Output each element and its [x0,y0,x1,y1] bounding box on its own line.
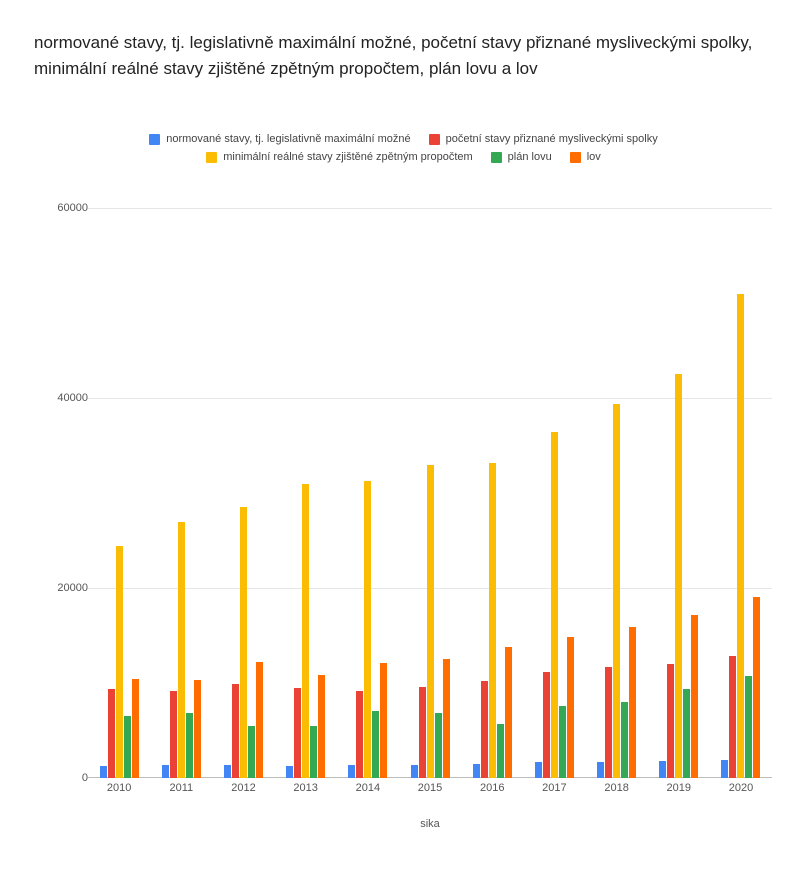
bar[interactable] [497,724,504,778]
bar-group [399,208,461,778]
bar[interactable] [348,765,355,778]
bar[interactable] [256,662,263,778]
bar[interactable] [551,432,558,778]
legend-label-0: normované stavy, tj. legislativně maximální možné [166,133,411,145]
bar[interactable] [629,627,636,778]
bar[interactable] [310,726,317,778]
bar[interactable] [302,484,309,779]
bar[interactable] [380,663,387,778]
legend-swatch-icon-4 [570,152,581,163]
bar[interactable] [240,507,247,778]
x-axis-tick-label: 2019 [666,782,692,794]
x-axis-tick-label: 2010 [106,782,132,794]
bar[interactable] [667,664,674,778]
bar[interactable] [505,647,512,778]
legend-swatch-icon-3 [491,152,502,163]
bar[interactable] [567,637,574,778]
x-axis-tick-label: 2015 [417,782,443,794]
legend-item-4[interactable] [570,151,601,163]
legend-item-0[interactable] [149,133,410,145]
bar[interactable] [232,684,239,778]
bar[interactable] [411,765,418,778]
bar[interactable] [745,676,752,778]
bar-groups [88,208,772,778]
chart-legend [0,133,807,163]
legend-swatch-icon-0 [149,134,160,145]
bar[interactable] [753,597,760,778]
bar[interactable] [100,766,107,778]
bar[interactable] [489,463,496,778]
y-axis-tick-label: 60000 [57,202,88,214]
bar[interactable] [178,522,185,779]
bar[interactable] [427,465,434,779]
bar[interactable] [194,680,201,778]
bar[interactable] [443,659,450,778]
plot-area [88,208,772,778]
bar[interactable] [481,681,488,778]
y-axis-tick-label: 40000 [57,392,88,404]
bar[interactable] [543,672,550,778]
bar-group [461,208,523,778]
legend-item-3[interactable] [491,151,552,163]
bar-group [710,208,772,778]
bar[interactable] [597,762,604,778]
bar[interactable] [729,656,736,778]
x-axis-tick-label: 2018 [604,782,629,794]
bar[interactable] [186,713,193,778]
x-axis-tick-label: 2013 [293,782,318,794]
bar[interactable] [132,679,139,778]
bar[interactable] [473,764,480,778]
bar[interactable] [605,667,612,778]
bar[interactable] [659,761,666,778]
bar[interactable] [364,481,371,778]
x-axis-tick-label: 2016 [479,782,505,794]
bar[interactable] [108,689,115,778]
bar[interactable] [675,374,682,778]
bar[interactable] [116,546,123,778]
legend-swatch-icon-2 [206,152,217,163]
bar-group [212,208,274,778]
bar[interactable] [318,675,325,778]
bar[interactable] [621,702,628,778]
bar[interactable] [737,294,744,779]
bar[interactable] [162,765,169,778]
bar[interactable] [683,689,690,778]
x-axis-tick-label: 2020 [728,782,754,794]
bar[interactable] [356,691,363,778]
bar[interactable] [286,766,293,778]
legend-item-2[interactable] [206,151,472,163]
legend-label-2: minimální reálné stavy zjištěné zpětným propočtem [223,151,473,163]
y-axis-tick-label: 20000 [57,582,88,594]
bar-group [523,208,585,778]
bar[interactable] [419,687,426,778]
x-axis-tick-label: 2012 [231,782,256,794]
x-axis-tick-label: 2014 [355,782,381,794]
bar[interactable] [613,404,620,778]
legend-label-1: početní stavy přiznané mysliveckými spolky [445,133,658,145]
bar[interactable] [124,716,131,778]
chart-title: normované stavy, tj. legislativně maximální možné, početní stavy přiznané mysliveckými spolky, minimální reálné stavy zjištěné zpětným propočtem, plán lovu a lov [34,33,758,78]
bar[interactable] [691,615,698,778]
legend-swatch-icon-1 [429,134,440,145]
bar[interactable] [721,760,728,778]
bar-group [648,208,710,778]
bar-group [275,208,337,778]
legend-label-4: lov [586,151,601,163]
bar-group [337,208,399,778]
bar[interactable] [170,691,177,778]
bar[interactable] [535,762,542,778]
x-axis-title: sika [420,818,440,830]
legend-item-1[interactable] [429,133,658,145]
x-axis-tick-label: 2017 [542,782,567,794]
bar-group [88,208,150,778]
x-axis-tick-label: 2011 [169,782,194,794]
bar-group [586,208,648,778]
bar[interactable] [248,726,255,778]
bar[interactable] [559,706,566,778]
legend-label-3: plán lovu [507,151,552,163]
bar[interactable] [372,711,379,778]
bar-group [150,208,212,778]
bar[interactable] [435,713,442,778]
y-axis-tick-label: 0 [81,772,88,784]
bar[interactable] [224,765,231,778]
bar[interactable] [294,688,301,778]
x-axis-labels [88,782,772,794]
